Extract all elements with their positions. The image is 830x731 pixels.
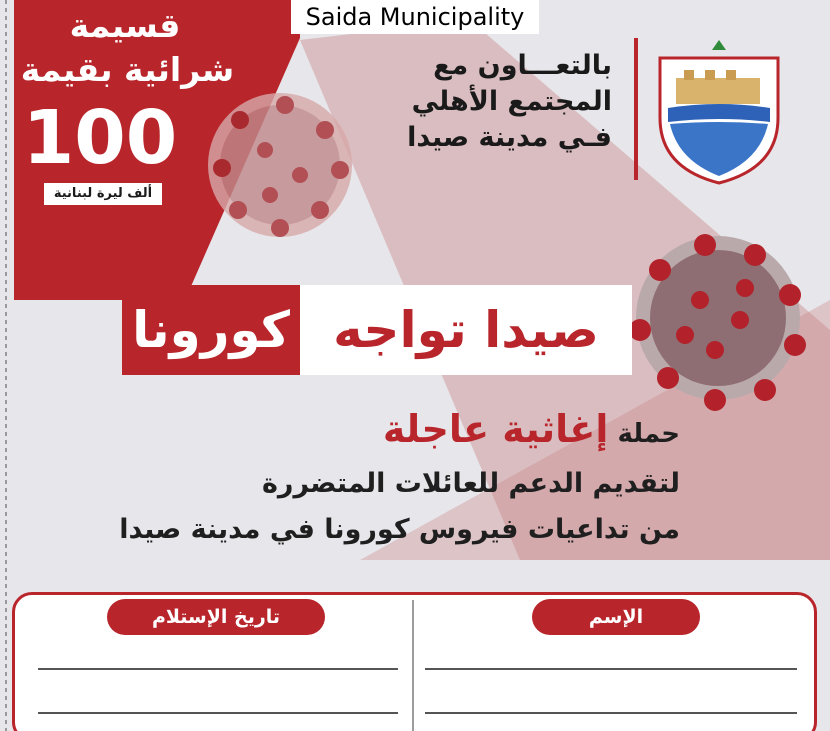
date-line-1[interactable] xyxy=(38,668,398,670)
voucher-label: قسيمة xyxy=(69,6,181,45)
name-line-2[interactable] xyxy=(425,712,797,714)
name-line-1[interactable] xyxy=(425,668,797,670)
receipt-date-label: تاريخ الإستلام xyxy=(107,599,325,635)
campaign-line-2: لتقديم الدعم للعائلات المتضررة xyxy=(261,468,680,499)
name-label: الإسم xyxy=(532,599,700,635)
campaign-prefix: حملة xyxy=(617,419,680,449)
main-title-part-1: صيدا تواجه xyxy=(300,285,632,375)
campaign-highlight: إغاثية عاجلة xyxy=(382,407,609,451)
image-caption: Saida Municipality xyxy=(291,0,539,34)
date-line-2[interactable] xyxy=(38,712,398,714)
partnership-line-3: فـي مدينة صيدا xyxy=(407,122,612,153)
main-title-part-2: كورونا xyxy=(122,285,300,375)
partnership-line-1: بالتعـــاون مع xyxy=(433,50,612,81)
voucher-subtitle: شرائية بقيمة xyxy=(20,50,235,89)
virus-icon-top xyxy=(208,93,352,237)
campaign-heading xyxy=(383,404,680,459)
voucher-amount: 100 xyxy=(22,95,178,181)
form-divider xyxy=(412,600,414,731)
partnership-line-2: المجتمع الأهلي xyxy=(411,86,612,117)
campaign-line-3: من تداعيات فيروس كورونا في مدينة صيدا xyxy=(119,514,680,545)
voucher-currency: ألف ليرة لبنانية xyxy=(53,186,153,201)
municipality-emblem-icon xyxy=(660,40,778,183)
